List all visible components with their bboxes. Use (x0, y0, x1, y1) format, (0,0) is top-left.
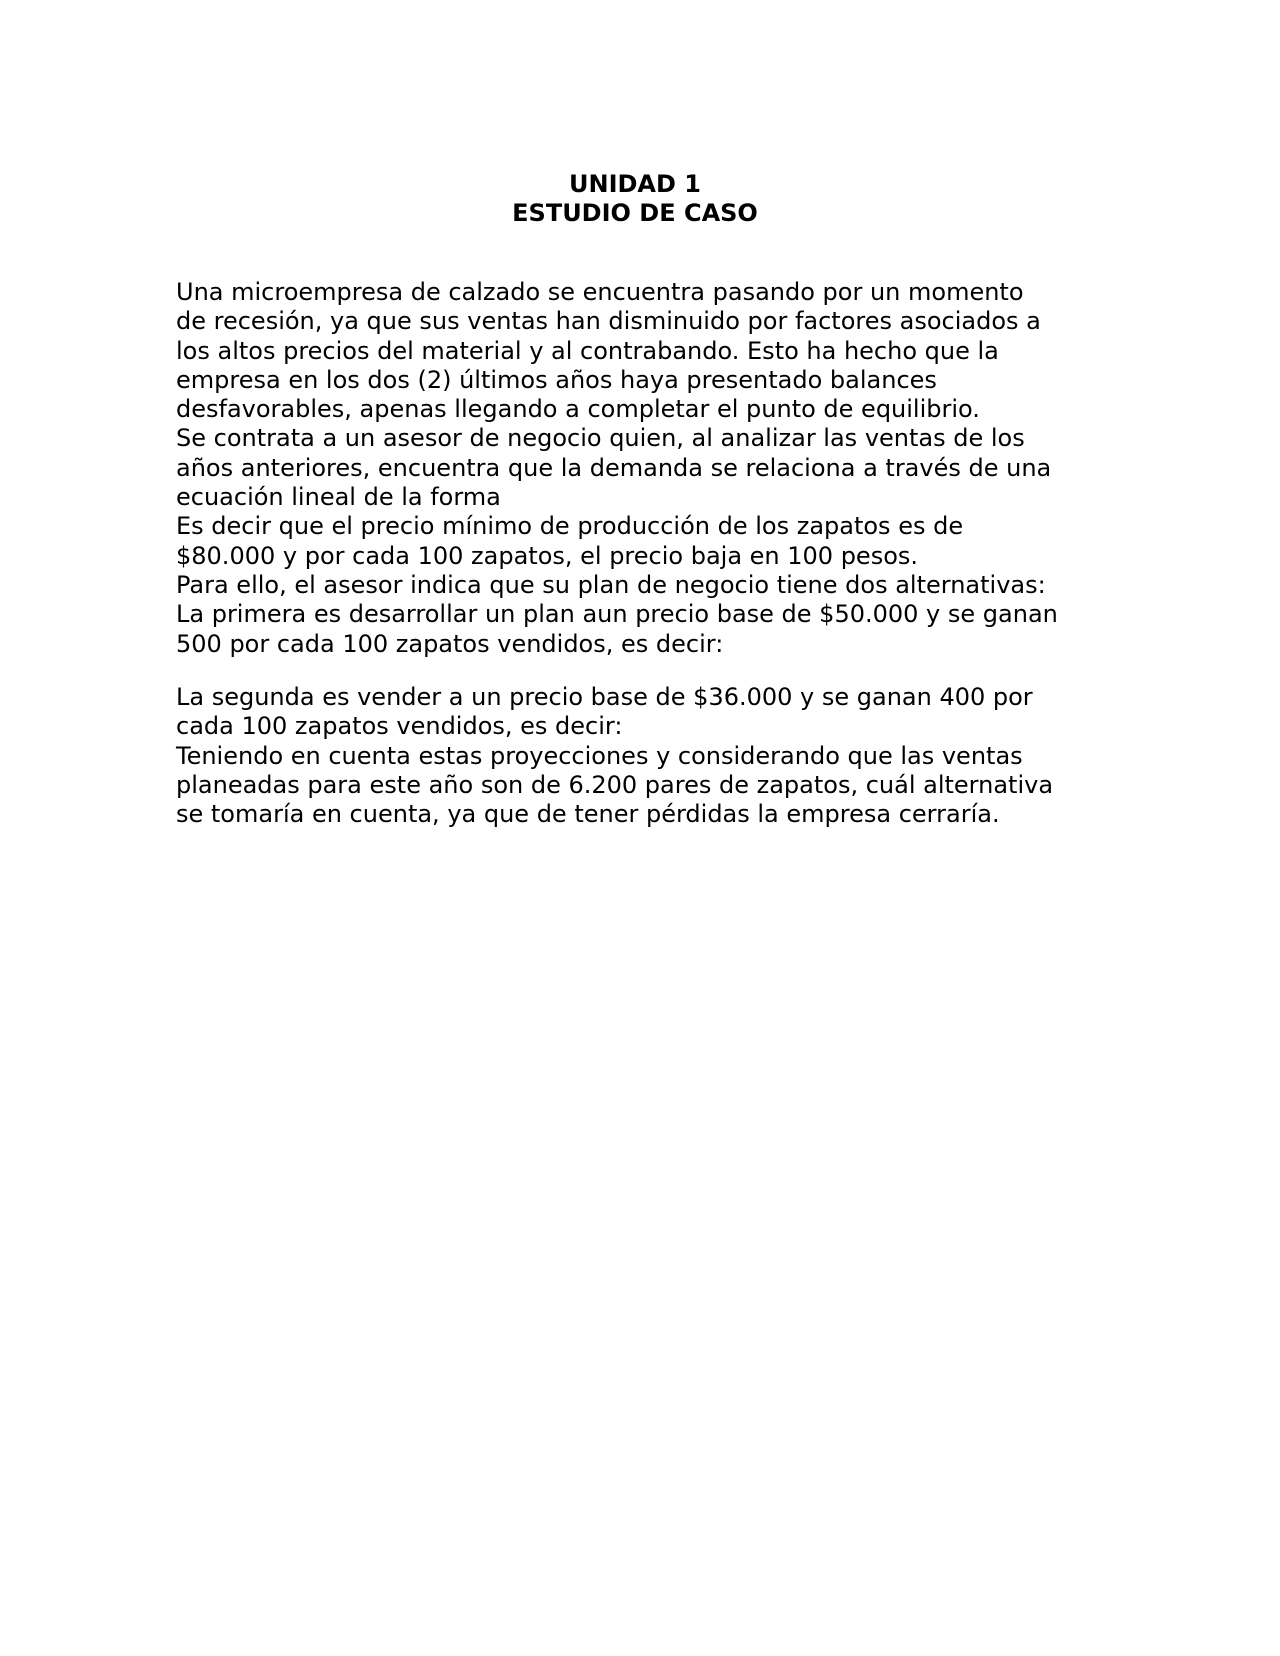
text-line: $80.000 y por cada 100 zapatos, el precio baja en 100 pesos. (176, 541, 919, 570)
text-line: Una microempresa de calzado se encuentra pasando por un momento (176, 278, 1024, 306)
text-line: Es decir que el precio mínimo de producción de los zapatos es de (176, 512, 964, 541)
text-line: La primera es desarrollar un plan aun precio base de $50.000 y se ganan (176, 600, 1058, 629)
text-line: de recesión, ya que sus ventas han disminuido por factores asociados a (176, 307, 1041, 336)
text-line: empresa en los dos (2) últimos años haya presentado balances (176, 365, 937, 394)
document-title (0, 170, 1270, 228)
text-line: años anteriores, encuentra que la demanda se relaciona a través de una (176, 453, 1052, 482)
text-line: planeadas para este año son de 6.200 pares de zapatos, cuál alternativa (176, 770, 1054, 799)
text-line: desfavorables, apenas llegando a completar el punto de equilibrio. (176, 395, 980, 424)
case-paragraph-2 (176, 683, 1116, 829)
case-paragraph-1 (176, 278, 1116, 659)
title-unit: UNIDAD 1 (569, 170, 701, 198)
text-line: Se contrata a un asesor de negocio quien, al analizar las ventas de los (176, 424, 1025, 453)
text-line: La segunda es vender a un precio base de $36.000 y se ganan 400 por (176, 683, 1033, 711)
text-line: Teniendo en cuenta estas proyecciones y considerando que las ventas (176, 741, 1023, 770)
text-line: cada 100 zapatos vendidos, es decir: (176, 712, 623, 741)
text-line: ecuación lineal de la forma (176, 483, 501, 512)
text-line: 500 por cada 100 zapatos vendidos, es decir: (176, 629, 724, 658)
text-line: los altos precios del material y al contrabando. Esto ha hecho que la (176, 336, 999, 365)
title-case-study: ESTUDIO DE CASO (512, 199, 758, 227)
text-line: Para ello, el asesor indica que su plan de negocio tiene dos alternativas: (176, 570, 1046, 599)
text-line: se tomaría en cuenta, ya que de tener pérdidas la empresa cerraría. (176, 800, 1000, 829)
